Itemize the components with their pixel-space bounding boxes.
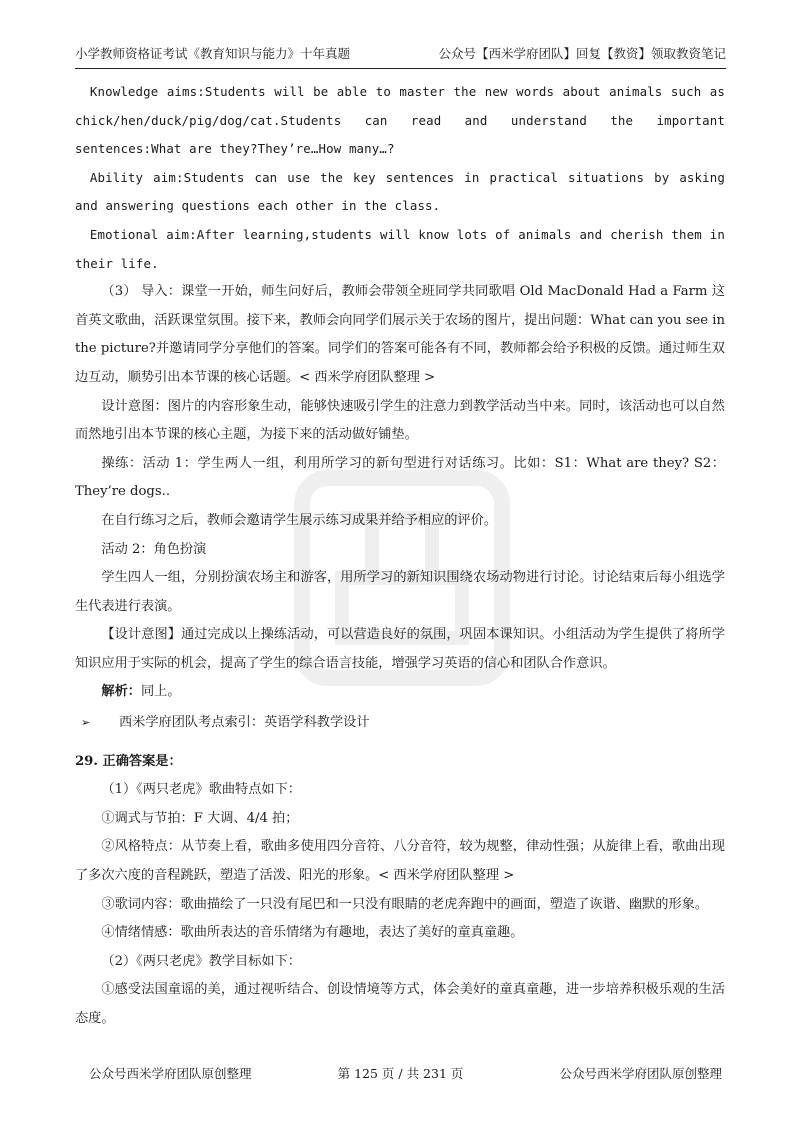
q29-item-1: ①调式与节拍：F 大调、4/4 拍； [101,810,299,826]
analysis [75,678,725,707]
after-practice: 在自行练习之后，教师会邀请学生展示练习成果并给予相应的评价。 [101,512,498,528]
page-footer [75,1064,726,1088]
footer-left: 公众号西米学府团队原创整理 [89,1066,252,1081]
page-header [75,44,726,69]
arrow-bullet-icon: ➢ [81,716,91,730]
design-intent-2: 【设计意图】通过完成以上操练活动，可以营造良好的氛围，巩固本课知识。小组活动为学生提供了将所学知识应用于实际的机会，提高了学生的综合语言技能，增强学习英语的信心和团队合作意识。 [75,627,725,671]
activity-2-body: 学生四人一组，分别扮演农场主和游客，用所学习的新知识围绕农场动物进行讨论。讨论结束后每小组选学生代表进行表演。 [75,570,725,614]
knowledge-aim: Knowledge aims:Students will be able to master the new words about animals such as chick/hen/duck/pig/dog/cat.Students can read and understand the important sentences:What are they?They’re…How many…? [75,84,725,157]
q29-item-3: ③歌词内容：歌曲描绘了一只没有尾巴和一只没有眼睛的老虎奔跑中的画面，塑造了诙谐、幽默的形象。 [101,896,709,912]
analysis-label: 解析： [101,684,141,700]
q29-goal-1: ①感受法国童谣的美，通过视听结合、创设情境等方式，体会美好的童真童趣，进一步培养积极乐观的生活态度。 [75,982,725,1026]
index-bullet-row [75,709,725,738]
header-title: 小学教师资格证考试《教育知识与能力》十年真题 [75,46,351,61]
ability-aim: Ability aim:Students can use the key sentences in practical situations by asking and answering questions each other in the class. [75,169,725,214]
lead-in-paragraph: （3） 导入：课堂一开始，师生问好后，教师会带领全班同学共同歌唱 Old MacDonald Had a Farm 这首英文歌曲，活跃课堂氛围。接下来，教师会向同学们展示关于农场的图片，提出问题：What can you see in the picture?并邀请同学分享他们的答案。同学们的答案可能各有不同，教师都会给予积极的反馈。通过师生双边互动，顺势引出本节课的核心话题。< 西米学府团队整理 > [75,284,725,385]
q29-subheading-2: （2）《两只老虎》教学目标如下： [101,953,301,969]
design-intent-1: 设计意图：图片的内容形象生动，能够快速吸引学生的注意力到教学活动当中来。同时，该活动也可以自然而然地引出本节课的核心主题，为接下来的活动做好铺垫。 [75,398,725,443]
footer-right: 公众号西米学府团队原创整理 [559,1066,722,1081]
document-body [75,78,725,1034]
question-29-heading: 29. 正确答案是： [75,753,182,769]
activity-2-title: 活动 2：角色扮演 [101,541,207,557]
index-bullet: 西米学府团队考点索引：英语学科教学设计 [119,715,370,731]
header-promo: 公众号【西米学府团队】回复【教资】领取教资笔记 [438,46,726,61]
q29-item-2: ②风格特点：从节奏上看，歌曲多使用四分音符、八分音符，较为规整，律动性强；从旋律上看，歌曲出现了多次六度的音程跳跃，塑造了活泼、阳光的形象。< 西米学府团队整理 > [75,839,725,884]
emotional-aim: Emotional aim:After learning,students will know lots of animals and cherish them in their life. [75,226,725,271]
analysis-text: 同上。 [140,684,181,700]
q29-item-4: ④情绪情感：歌曲所表达的音乐情绪为有趣地，表达了美好的童真童趣。 [101,925,524,941]
practice-activity-1: 操练：活动 1：学生两人一组，利用所学习的新句型进行对话练习。比如：S1：What are they? S2：They’re dogs.. [75,455,725,500]
page-number: 第 125 页 / 共 231 页 [337,1066,464,1081]
q29-subheading-1: （1）《两只老虎》歌曲特点如下： [101,782,301,798]
